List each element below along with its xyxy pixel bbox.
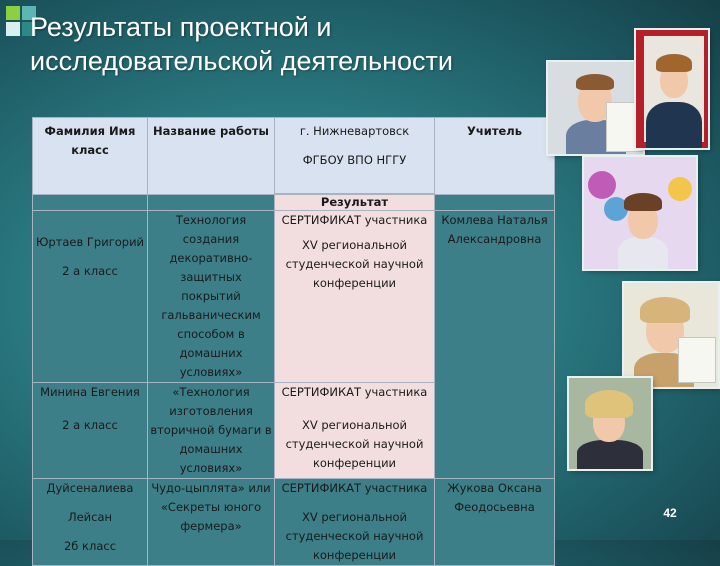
student-photo-boy	[548, 62, 643, 154]
photo-hair	[585, 390, 633, 418]
cell-result	[275, 211, 435, 383]
result-line: XV региональной	[301, 418, 408, 432]
slide-title-line2: исследовательской деятельности	[30, 46, 453, 76]
header-place-university: ФГБОУ ВПО НГГУ	[302, 153, 407, 167]
result-certificate: СЕРТИФИКАТ участника	[281, 385, 428, 399]
teacher-photo-komleva	[636, 30, 708, 148]
teacher-line: Комлева Наталья	[441, 213, 548, 227]
student-class: 2 а класс	[62, 264, 118, 278]
corner-square-white	[6, 22, 20, 36]
header-work	[148, 118, 275, 195]
table-header-row	[33, 118, 555, 194]
photo-hair	[624, 193, 662, 211]
work-line: создания	[182, 232, 240, 246]
photo-hair	[656, 54, 692, 72]
cell-student	[33, 479, 148, 566]
certificate-icon	[678, 337, 716, 383]
result-line: XV региональной	[301, 510, 408, 524]
spacer	[277, 402, 432, 416]
header-result: Результат	[275, 195, 435, 211]
header-student	[33, 118, 148, 195]
slide-title	[30, 10, 590, 78]
cell-work	[148, 383, 275, 479]
cell-teacher	[435, 479, 555, 566]
table-result-header-row	[33, 195, 555, 211]
student-name: Лейсан	[67, 510, 113, 524]
student-class: 2б класс	[63, 539, 117, 553]
photo-hair	[576, 74, 614, 90]
header-teacher-label: Учитель	[467, 124, 522, 138]
result-line: студенческой научной	[285, 437, 424, 451]
work-line: условиях»	[179, 365, 243, 379]
teacher-line: Жукова Оксана	[447, 481, 542, 495]
teacher-line: Феодосьевна	[454, 500, 535, 514]
student-photo-girl-certificate	[624, 283, 718, 387]
work-line: декоративно-	[169, 251, 253, 265]
header-work-label: Название работы	[153, 124, 269, 138]
spacer	[35, 402, 145, 416]
corner-square-green	[6, 6, 20, 20]
student-name: Юртаев Григорий	[35, 235, 145, 249]
header-teacher	[435, 118, 555, 195]
slide-title-line1: Результаты проектной и	[30, 12, 332, 42]
cell-result	[275, 383, 435, 479]
photo-clothing	[618, 237, 668, 269]
work-line: изготовления	[169, 404, 253, 418]
work-line: домашних	[179, 442, 243, 456]
student-name: Минина Евгения	[40, 385, 140, 399]
spacer	[35, 498, 145, 508]
table-row	[33, 479, 555, 566]
work-line: Технология	[175, 213, 247, 227]
photo-clothing	[577, 440, 643, 469]
cell-student	[33, 383, 148, 479]
cell-work	[148, 211, 275, 383]
result-line: XV региональной	[301, 238, 408, 252]
teacher-line: Александровна	[447, 232, 542, 246]
cell-result	[275, 479, 435, 566]
student-photo-girl-balloons	[584, 157, 696, 269]
student-name: Дуйсеналиева	[46, 481, 134, 495]
cell-work	[148, 479, 275, 566]
result-line: студенческой научной	[285, 257, 424, 271]
spacer	[35, 527, 145, 537]
photo-hair	[640, 297, 690, 323]
work-line: «Технология	[172, 385, 250, 399]
result-line: конференции	[312, 456, 397, 470]
work-line: фермера»	[180, 519, 242, 533]
work-line: Чудо-цыплята» или	[151, 481, 271, 495]
results-table	[32, 117, 555, 566]
spacer	[35, 211, 145, 233]
work-line: домашних	[179, 346, 243, 360]
header-student-name: Фамилия Имя	[44, 124, 136, 138]
header-place	[275, 118, 435, 194]
balloon-decoration	[668, 177, 692, 201]
cell-empty	[148, 195, 275, 211]
teacher-photo-zhukova	[569, 378, 651, 469]
work-line: «Секреты юного	[160, 500, 262, 514]
result-line: конференции	[312, 276, 397, 290]
cell-teacher	[435, 211, 555, 479]
table-row	[33, 211, 555, 383]
balloon-decoration	[588, 171, 616, 199]
cell-empty	[33, 195, 148, 211]
work-line: способом в	[177, 327, 245, 341]
header-student-class: класс	[71, 143, 109, 157]
photo-clothing	[646, 102, 702, 148]
result-certificate: СЕРТИФИКАТ участника	[281, 481, 428, 495]
cell-student	[33, 211, 148, 383]
work-line: вторичной бумаги в	[150, 423, 272, 437]
spacer	[277, 141, 432, 151]
spacer	[35, 252, 145, 262]
result-line: конференции	[312, 548, 397, 562]
work-line: условиях»	[179, 461, 243, 475]
result-line: студенческой научной	[285, 529, 424, 543]
result-certificate: СЕРТИФИКАТ участника	[281, 213, 428, 227]
work-line: защитных покрытий	[180, 270, 242, 303]
cell-empty	[435, 195, 555, 211]
student-class: 2 а класс	[62, 418, 118, 432]
header-place-city: г. Нижневартовск	[299, 124, 410, 138]
work-line: гальваническим	[161, 308, 261, 322]
page-number: 42	[663, 506, 677, 520]
spacer	[277, 498, 432, 508]
